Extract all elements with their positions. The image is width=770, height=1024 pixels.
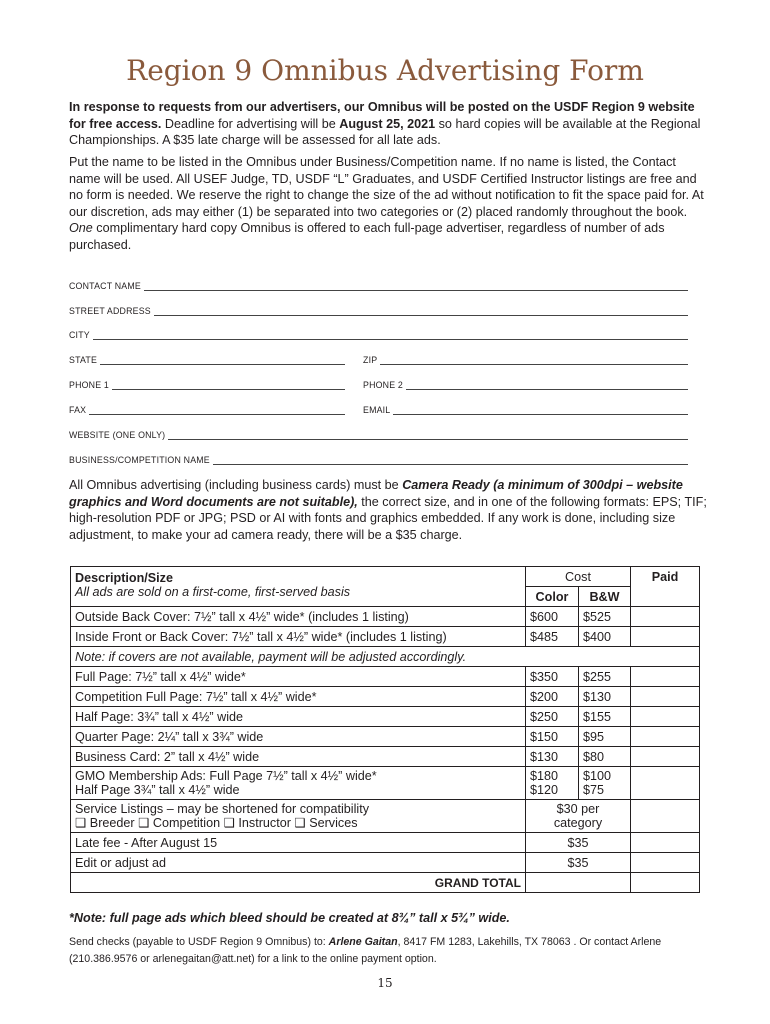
gmo-desc-line2: Half Page 3¾” tall x 4½” wide [75,783,240,797]
gmo-color-2: $120 [530,783,559,797]
row-bw-price: $525 [579,607,631,627]
option-label: Competition [152,816,221,830]
row-bw-price: $155 [579,707,631,727]
gmo-bw-prices [579,767,631,800]
row-color-price: $350 [526,667,579,687]
intro-paragraph [69,99,707,149]
row-paid-cell[interactable] [631,727,700,747]
edit-ad-price: $35 [526,853,631,873]
intro-bold: In response to requests from our advertisers, our Omnibus will be posted on the USDF Region 9 website for free access. [69,100,695,131]
cover-note-row [71,647,700,667]
service-description [71,800,526,833]
service-price [526,800,631,833]
phone2-field[interactable] [363,380,688,390]
option-label: Breeder [89,816,135,830]
gmo-description [71,767,526,800]
state-line[interactable] [100,356,345,365]
zip-line[interactable] [380,356,688,365]
checkbox-icon: ❑ [138,816,150,830]
row-paid-cell[interactable] [631,707,700,727]
payment-instructions [69,934,709,968]
street-address-line[interactable] [154,307,688,316]
row-paid-cell[interactable] [631,800,700,833]
row-paid-cell[interactable] [631,767,700,800]
page-number: 15 [377,976,393,990]
phone2-label: PHONE 2 [363,380,404,390]
header-description-title: Description/Size [75,571,173,585]
page-title: Region 9 Omnibus Advertising Form [126,54,644,87]
table-row [71,607,700,627]
row-paid-cell[interactable] [631,833,700,853]
email-line[interactable] [393,406,688,415]
business-name-field[interactable] [69,455,688,465]
late-fee-description: Late fee - After August 15 [71,833,526,853]
fax-field[interactable] [69,405,345,415]
row-description: Quarter Page: 2¼” tall x 3¾” wide [71,727,526,747]
zip-label: ZIP [363,355,378,365]
requirements-text-2: the correct size, and in one of the following formats: EPS; TIF; high-resolution PDF or JPG; PSD or AI with fonts and graphics embedded. If any work is done, including size adjustment, to make your ad camera ready, there will be a $35 charge. [69,494,707,542]
late-fee-price: $35 [526,833,631,853]
service-price-line2: category [553,816,603,830]
row-description: Half Page: 3¾” tall x 4½” wide [71,707,526,727]
edit-ad-description: Edit or adjust ad [71,853,526,873]
state-field[interactable] [69,355,345,365]
zip-field[interactable] [363,355,688,365]
requirements-text-1: All Omnibus advertising (including business cards) must be [69,478,403,492]
checkbox-icon: ❑ [294,816,306,830]
contact-name-label: CONTACT NAME [69,281,141,291]
checkbox-instructor[interactable] [224,816,291,830]
email-label: EMAIL [363,405,391,415]
row-bw-price: $95 [579,727,631,747]
row-bw-price: $400 [579,627,631,647]
service-options [75,816,521,830]
row-color-price: $130 [526,747,579,767]
row-description: Competition Full Page: 7½” tall x 4½” wide* [71,687,526,707]
instructions-paragraph [69,154,707,253]
checkbox-services[interactable] [294,816,357,830]
grand-total-cell[interactable] [631,873,700,893]
street-address-label: STREET ADDRESS [69,306,151,316]
checkbox-icon: ❑ [223,816,235,830]
business-name-line[interactable] [213,456,688,465]
phone1-label: PHONE 1 [69,380,110,390]
row-paid-cell[interactable] [631,747,700,767]
table-row [71,727,700,747]
payment-text-1: Send checks (payable to USDF Region 9 Omnibus) to: [69,936,329,948]
grand-total-blank [526,873,631,893]
row-color-price: $250 [526,707,579,727]
service-desc-line: Service Listings – may be shortened for compatibility [75,802,369,816]
intro-text-2: so hard copies will be available at the Regional Championships. A $35 late charge will be assessed for all late ads. [69,116,701,147]
gmo-row [71,767,700,800]
row-color-price: $200 [526,687,579,707]
contact-name-field[interactable] [69,281,688,291]
row-description: Business Card: 2” tall x 4½” wide [71,747,526,767]
street-address-field[interactable] [69,306,688,316]
grand-total-row [71,873,700,893]
city-field[interactable] [69,330,688,340]
table-row [71,687,700,707]
row-bw-price: $130 [579,687,631,707]
fax-label: FAX [69,405,87,415]
row-description: Inside Front or Back Cover: 7½” tall x 4½” wide* (includes 1 listing) [71,627,526,647]
service-price-line1: $30 per [556,802,600,816]
row-paid-cell[interactable] [631,687,700,707]
header-cost: Cost [526,567,631,587]
website-line[interactable] [168,431,688,440]
option-label: Instructor [238,816,291,830]
city-label: CITY [69,330,90,340]
intro-text-1: Deadline for advertising will be [161,116,340,131]
row-paid-cell[interactable] [631,667,700,687]
phone1-line[interactable] [112,381,345,390]
row-paid-cell[interactable] [631,627,700,647]
option-label: Services [309,816,358,830]
row-bw-price: $80 [579,747,631,767]
state-label: STATE [69,355,98,365]
checkbox-competition[interactable] [138,816,220,830]
website-field[interactable] [69,430,688,440]
row-bw-price: $255 [579,667,631,687]
contact-name-line[interactable] [144,282,688,291]
edit-ad-row [71,853,700,873]
row-paid-cell[interactable] [631,853,700,873]
gmo-color-prices [526,767,579,800]
checkbox-breeder[interactable] [75,816,135,830]
phone2-line[interactable] [406,381,688,390]
payee-name: Arlene Gaitan [328,936,398,948]
instructions-text-2: complimentary hard copy Omnibus is offered to each full-page advertiser, regardless of number of ads purchased. [69,221,665,252]
requirements-paragraph [69,477,707,543]
instructions-text-1: Put the name to be listed in the Omnibus under Business/Competition name. If no name is listed, the Contact name will be used. All USEF Judge, TD, USDF “L” Graduates, and USDF Certified Instructor listings are free and no form is needed. We reserve the right to change the size of the ad without notification to fit the space paid for. At our discretion, ads may either (1) be separated into two categories or (2) placed randomly throughout the book. [69,155,704,219]
table-row [71,627,700,647]
gmo-bw-1: $100 [583,769,612,783]
gmo-bw-2: $75 [583,783,605,797]
row-color-price: $150 [526,727,579,747]
fax-line[interactable] [89,406,345,415]
table-row [71,747,700,767]
business-name-label: BUSINESS/COMPETITION NAME [69,455,210,465]
row-color-price: $600 [526,607,579,627]
bleed-footnote: *Note: full page ads which bleed should be created at 8¾” tall x 5¾” wide. [69,911,510,925]
table-row [71,667,700,687]
table-header-row [71,567,700,587]
gmo-desc-line1: GMO Membership Ads: Full Page 7½” tall x 4½” wide* [75,769,377,783]
grand-total-label: GRAND TOTAL [71,873,526,893]
header-description-sub: All ads are sold on a first-come, first-served basis [75,585,351,599]
late-fee-row [71,833,700,853]
email-field[interactable] [363,405,688,415]
header-bw: B&W [579,587,631,607]
checkbox-icon: ❑ [75,816,87,830]
cover-note: Note: if covers are not available, payment will be adjusted accordingly. [71,647,700,667]
row-description: Full Page: 7½” tall x 4½” wide* [71,667,526,687]
row-paid-cell[interactable] [631,607,700,627]
table-row [71,707,700,727]
instructions-one: One [69,221,93,235]
website-label: WEBSITE (ONE ONLY) [69,430,166,440]
pricing-table [70,566,700,893]
camera-ready-note: Camera Ready (a minimum of 300dpi – website graphics and Word documents are not suitable), [69,478,683,509]
header-color: Color [526,587,579,607]
row-description: Outside Back Cover: 7½” tall x 4½” wide* (includes 1 listing) [71,607,526,627]
gmo-color-1: $180 [530,769,559,783]
header-description [71,567,526,607]
phone1-field[interactable] [69,380,345,390]
row-color-price: $485 [526,627,579,647]
service-row [71,800,700,833]
city-line[interactable] [93,331,688,340]
payment-text-2: , 8417 FM 1283, Lakehills, TX 78063 . Or contact Arlene (210.386.9576 or arlenegaitan@att.net) for a link to the online payment option. [69,936,662,965]
deadline-date: August 25, 2021 [339,116,436,131]
header-paid: Paid [631,567,700,607]
